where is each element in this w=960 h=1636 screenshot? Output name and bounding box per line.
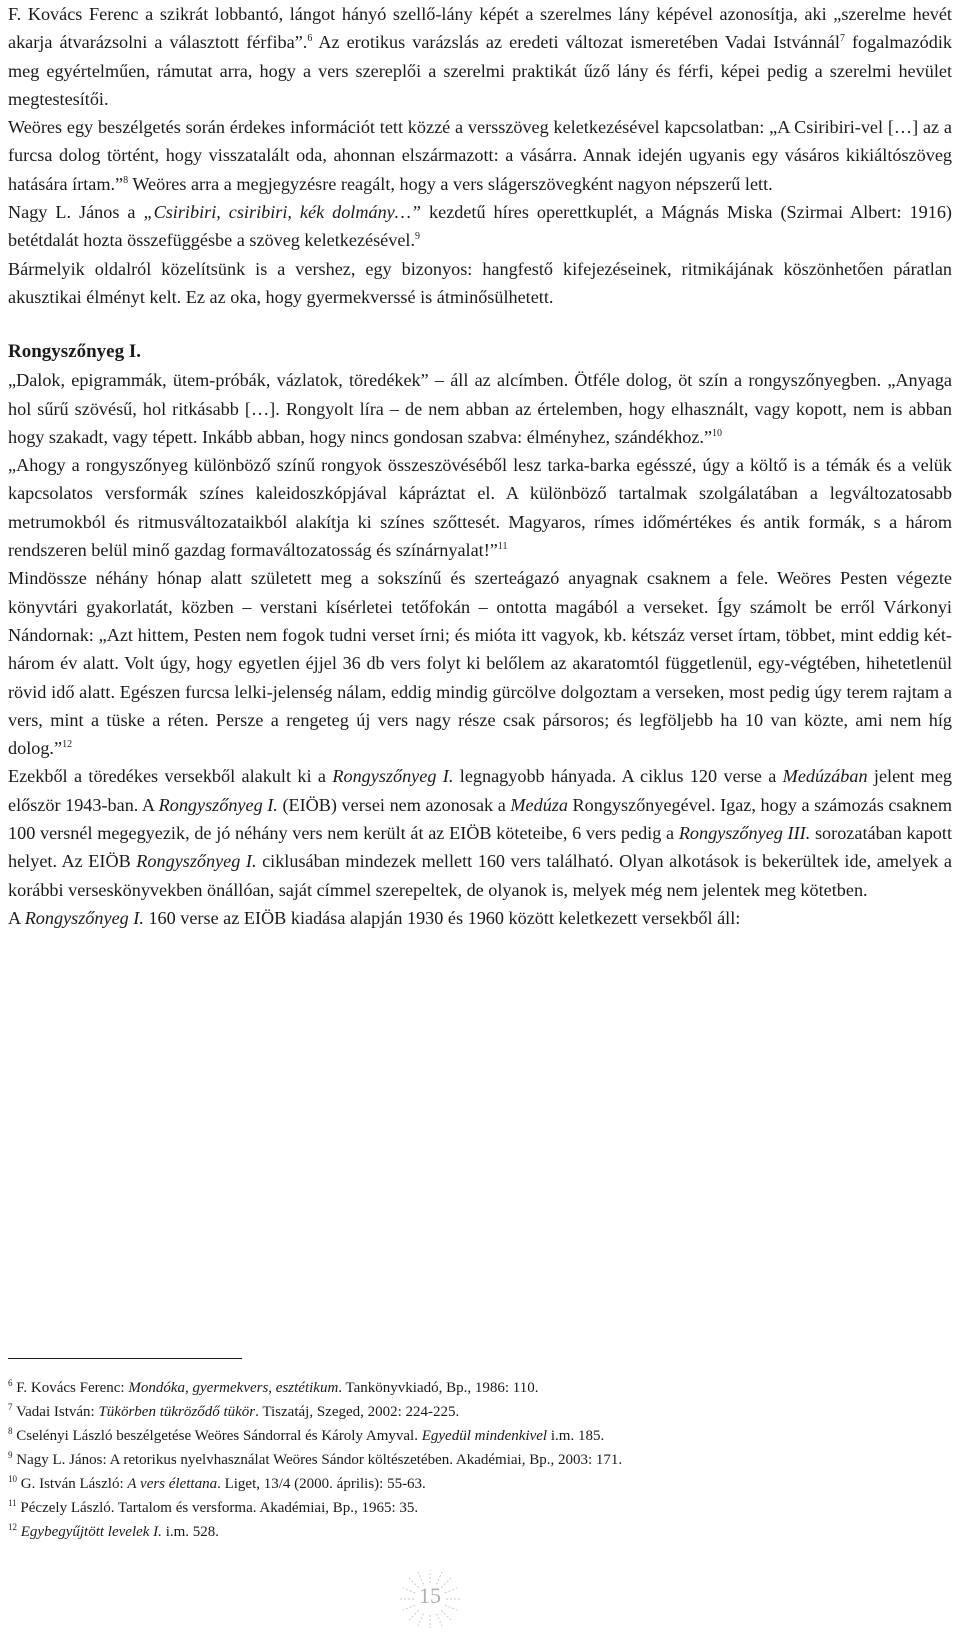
footnotes	[8, 1376, 948, 1544]
footnote: $^{11}$ Péczely László. Tartalom és versforma. Akadémiai, Bp., 1965: 35.	[8, 1498, 419, 1516]
footnote-ref-8[interactable]: 8	[123, 174, 129, 186]
footnote-ref-10[interactable]: 10	[712, 427, 723, 439]
paragraph-kovacs: F. Kovács Ferenc a szikrát lobbantó, lángot hányó szellő-lány képét a szerelmes lány képével azonosítja, aki „szerelme hevét akarja átvarázsolni a választott férfiba”.$^6$ Az erotikus varázslás az eredeti változat ismeretében Vadai Istvánnál$^7$ fogalmazódik meg egyértelműen, rámutat arra, hogy a vers szereplői a szerelmi praktikát űző lány és férfi, képei pedig a szerelmi hevület megtestesítői.	[8, 4, 952, 109]
footnote-ref-6[interactable]: 6	[307, 33, 313, 45]
footnote: $^8$ Cselényi László beszélgetése Weöres Sándorral és Károly Amyval. Egyedül mindenkivel i.m. 185.	[8, 1426, 605, 1444]
section-heading: Rongyszőnyeg I.	[8, 341, 142, 363]
footnote-ref-7[interactable]: 7	[839, 33, 845, 45]
paragraph-beszelgetes: Weöres egy beszélgetés során érdekes információt tett közzé a versszöveg keletkezésével kapcsolatban: „A Csiribiri-vel […] az a furcsa dolog történt, hogy visszatalált oda, ahonnan elszármazott: a vásárra. Annak idején ugyanis egy vásáros kikiáltószöveg hatására írtam.”$^8$ Weöres arra a megjegyzésre reagált, hogy a vers slágerszövegként nagyon népszerű lett.	[8, 117, 952, 194]
footnote: $^7$ Vadai István: Tükörben tükröződő tükör. Tiszatáj, Szeged, 2002: 224-225.	[8, 1402, 460, 1420]
footnote: $^{10}$ G. István László: A vers élettana. Liget, 13/4 (2000. április): 55-63.	[8, 1474, 426, 1492]
paragraph-mindossze: Mindössze néhány hónap alatt született meg a sokszínű és szerteágazó anyagnak csaknem a fele. Weöres Pesten végezte könyvtári gyakorlatát, közben – verstani kísérletei tetőfokán – ontotta magából a verseket. Így számolt be erről Várkonyi Nándornak: „Azt hittem, Pesten nem fogok tudni verset írni; és mióta itt vagyok, kb. kétszáz verset írtam, többet, mint eddig két-három év alatt. Volt úgy, hogy egyetlen éjjel 36 db vers folyt ki belőlem az akaratomtól függetlenül, egy-végtében, hihetetlenül rövid idő alatt. Egészen furcsa lelki-jelenség nálam, eddig mindig gürcölve dolgoztam a verseken, most pedig úgy terem rajtam a vers, mint a tüske a réten. Persze a rengeteg új vers nagy része csak pársoros; és legföljebb ha 10 van közte, ami nem híg dolog.”$^{12}$	[8, 568, 952, 759]
footnote: $^{12}$ Egybegyűjtött levelek I. i.m. 528.	[8, 1522, 220, 1540]
paragraph-ahogy: „Ahogy a rongyszőnyeg különböző színű rongyok összeszövéséből lesz tarka-barka egésszé, úgy a költő is a témák és a velük kapcsolatos versformák színes kaleidoszkópjával kápráztat el. A különböző tartalmak szolgálatában a legváltozatosabb metrumokból és ritmusváltozataikból alakítja ki színes szőttesét. Magyaros, rímes időmértékes és antik formák, s a három rendszeren belül minő gazdag formaváltozatosság és színárnyalat!”$^{11}$	[8, 455, 952, 561]
paragraph-nagy: Nagy L. János a „Csiribiri, csiribiri, kék dolmány…” kezdetű híres operettkuplét, a Mágnás Miska (Szirmai Albert: 1916) betétdalát hozta összefüggésbe a szöveg keletkezésével.$^9$	[8, 202, 952, 251]
footnote: $^9$ Nagy L. János: A retorikus nyelvhasználat Weöres Sándor költészetében. Akadémiai, Bp., 2003: 171.	[8, 1450, 623, 1468]
section-gap	[8, 311, 952, 338]
page-number-ornament	[370, 1568, 490, 1630]
footnote-ref-9[interactable]: 9	[415, 231, 421, 243]
footnote: $^6$ F. Kovács Ferenc: Mondóka, gyermekvers, esztétikum. Tankönyvkiadó, Bp., 1986: 110.	[8, 1378, 539, 1396]
paragraph-dalok: „Dalok, epigrammák, ütem-próbák, vázlatok, töredékek” – áll az alcímben. Ötféle dolog, öt szín a rongyszőnyegben. „Anyaga hol sűrű szövésű, hol ritkásabb […]. Rongyolt líra – de nem abban az értelemben, hogy elhasznált, vagy kopott, nem is abban hogy szakadt, vagy tépett. Inkább abban, hogy nincs gondosan szabva: élményhez, szándékhoz.”$^{10}$	[8, 370, 952, 447]
paragraph-barmelyik: Bármelyik oldalról közelítsünk is a vershez, egy bizonyos: hangfestő kifejezéseinek, ritmikájának köszönhetően páratlan akusztikai élményt kelt. Ez az oka, hogy gyermekverssé is átminősülhetett.	[8, 258, 952, 307]
body-text	[8, 0, 952, 932]
page-number: 15	[419, 1583, 441, 1608]
footnote-ref-11[interactable]: 11	[497, 541, 508, 553]
paragraph-a-rongyszonyeg: A Rongyszőnyeg I. 160 verse az EIÖB kiadása alapján 1930 és 1960 között keletkezett versekből áll:	[8, 907, 741, 928]
footnote-ref-12[interactable]: 12	[62, 739, 73, 751]
paragraph-ezekbol: Ezekből a töredékes versekből alakult ki a Rongyszőnyeg I. legnagyobb hányada. A ciklus 120 verse a Medúzában jelent meg először 1943-ban. A Rongyszőnyeg I. (EIÖB) versei nem azonosak a Medúza Rongyszőnyegével. Igaz, hogy a számozás csaknem 100 versnél megegyezik, de jó néhány vers nem került át az EIÖB köteteibe, 6 vers pedig a Rongyszőnyeg III. sorozatában kapott helyet. Az EIÖB Rongyszőnyeg I. ciklusában mindezek mellett 160 vers található. Olyan alkotások is bekerültek ide, amelyek a korábbi verseskönyvekben önállóan, saját címmel szerepeltek, de olyanok is, melyek még nem jelentek meg kötetben.	[8, 766, 952, 900]
footnote-separator	[8, 1358, 242, 1359]
